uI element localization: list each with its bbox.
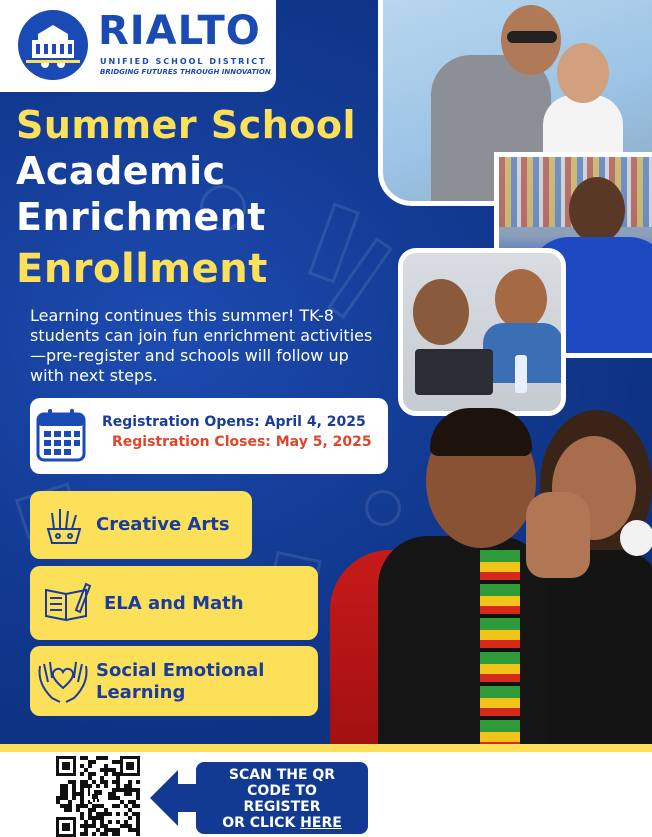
qr-module bbox=[100, 832, 104, 836]
qr-module bbox=[76, 804, 80, 808]
qr-module bbox=[124, 804, 128, 808]
registration-opens-date: Registration Opens: April 4, 2025 bbox=[102, 414, 366, 430]
qr-module bbox=[136, 820, 140, 824]
qr-module bbox=[92, 820, 96, 824]
qr-module bbox=[76, 808, 80, 812]
qr-module bbox=[112, 788, 116, 792]
qr-module bbox=[136, 828, 140, 832]
qr-module bbox=[104, 772, 108, 776]
cta-line-1: SCAN THE QR bbox=[228, 767, 336, 783]
qr-module bbox=[104, 828, 108, 832]
qr-module bbox=[116, 780, 120, 784]
girl-shirt bbox=[530, 550, 652, 746]
student-girl bbox=[413, 279, 469, 345]
qr-module bbox=[112, 792, 116, 796]
qr-module bbox=[72, 792, 76, 796]
qr-module bbox=[120, 824, 124, 828]
qr-module bbox=[116, 776, 120, 780]
qr-module bbox=[68, 800, 72, 804]
qr-module bbox=[80, 792, 84, 796]
qr-module bbox=[84, 768, 88, 772]
qr-module bbox=[100, 776, 104, 780]
qr-module bbox=[72, 784, 76, 788]
qr-module bbox=[96, 812, 100, 816]
district-logo[interactable] bbox=[0, 0, 276, 92]
yellow-divider bbox=[0, 744, 652, 752]
intro-paragraph: Learning continues this summer! TK-8 students can join fun enrichment activities—pre-register and schools will follow up with next steps. bbox=[30, 306, 373, 385]
qr-module bbox=[124, 820, 128, 824]
qr-module bbox=[128, 816, 132, 820]
program-label-social-emotional: Social Emotional Learning bbox=[96, 660, 265, 703]
qr-module bbox=[124, 788, 128, 792]
qr-module bbox=[108, 820, 112, 824]
qr-module bbox=[80, 756, 84, 760]
qr-module bbox=[84, 780, 88, 784]
qr-module bbox=[80, 780, 84, 784]
boy-jacket bbox=[378, 536, 548, 746]
qr-module bbox=[80, 824, 84, 828]
qr-module bbox=[88, 808, 92, 812]
qr-module bbox=[116, 832, 120, 836]
qr-module bbox=[128, 792, 132, 796]
register-here-link[interactable]: HERE bbox=[300, 815, 342, 831]
qr-module bbox=[60, 804, 64, 808]
qr-module bbox=[108, 828, 112, 832]
qr-module bbox=[80, 788, 84, 792]
qr-module bbox=[116, 804, 120, 808]
qr-module bbox=[132, 788, 136, 792]
heart-hands-icon bbox=[36, 658, 90, 708]
qr-module bbox=[136, 780, 140, 784]
qr-module bbox=[68, 780, 72, 784]
qr-module bbox=[88, 760, 92, 764]
headphones bbox=[620, 520, 652, 556]
qr-module bbox=[60, 792, 64, 796]
qr-module bbox=[64, 784, 68, 788]
qr-module bbox=[80, 812, 84, 816]
headline-line-3: Enrichment bbox=[16, 195, 266, 239]
qr-module bbox=[84, 784, 88, 788]
student-boy bbox=[495, 269, 547, 329]
cta-line-2: CODE TO bbox=[247, 783, 317, 799]
qr-module bbox=[76, 792, 80, 796]
qr-module bbox=[136, 824, 140, 828]
qr-module bbox=[116, 796, 120, 800]
qr-module bbox=[80, 772, 84, 776]
dinosaur-icon bbox=[90, 788, 106, 802]
qr-module bbox=[104, 784, 108, 788]
qr-module bbox=[108, 768, 112, 772]
qr-module bbox=[68, 804, 72, 808]
qr-module bbox=[104, 824, 108, 828]
qr-module bbox=[96, 804, 100, 808]
qr-module bbox=[88, 824, 92, 828]
qr-module bbox=[124, 792, 128, 796]
qr-module bbox=[60, 788, 64, 792]
qr-module bbox=[112, 832, 116, 836]
qr-module bbox=[128, 800, 132, 804]
qr-module bbox=[72, 788, 76, 792]
qr-module bbox=[104, 812, 108, 816]
qr-module bbox=[100, 820, 104, 824]
qr-module bbox=[92, 760, 96, 764]
qr-module bbox=[104, 764, 108, 768]
qr-module bbox=[80, 800, 84, 804]
qr-module bbox=[116, 828, 120, 832]
qr-module bbox=[96, 828, 100, 832]
qr-module bbox=[56, 796, 60, 800]
qr-module bbox=[104, 832, 108, 836]
qr-module bbox=[116, 784, 120, 788]
qr-module bbox=[128, 808, 132, 812]
qr-module bbox=[112, 828, 116, 832]
qr-module bbox=[124, 824, 128, 828]
qr-module bbox=[92, 824, 96, 828]
waving-hand bbox=[526, 492, 590, 578]
qr-module bbox=[132, 804, 136, 808]
qr-module bbox=[88, 812, 92, 816]
qr-module bbox=[92, 772, 96, 776]
qr-module bbox=[104, 780, 108, 784]
qr-module bbox=[108, 792, 112, 796]
qr-module bbox=[100, 824, 104, 828]
water-bottle bbox=[515, 355, 527, 393]
qr-module bbox=[124, 784, 128, 788]
qr-module bbox=[96, 816, 100, 820]
qr-module bbox=[72, 780, 76, 784]
qr-module bbox=[136, 804, 140, 808]
calendar-icon bbox=[36, 408, 86, 466]
qr-module bbox=[132, 828, 136, 832]
qr-module bbox=[120, 800, 124, 804]
qr-code[interactable] bbox=[56, 756, 140, 837]
qr-module bbox=[112, 796, 116, 800]
photo-students-waving bbox=[330, 400, 652, 746]
cta-click-prefix: OR CLICK bbox=[222, 815, 301, 831]
qr-module bbox=[104, 756, 108, 760]
qr-module bbox=[100, 780, 104, 784]
qr-module bbox=[108, 796, 112, 800]
qr-module bbox=[84, 756, 88, 760]
qr-module bbox=[92, 808, 96, 812]
qr-module bbox=[92, 804, 96, 808]
qr-module bbox=[100, 812, 104, 816]
qr-module bbox=[100, 756, 104, 760]
qr-module bbox=[136, 832, 140, 836]
logo-tagline: BRIDGING FUTURES THROUGH INNOVATION bbox=[100, 68, 271, 76]
qr-module bbox=[128, 788, 132, 792]
book-pencil-icon bbox=[42, 580, 92, 628]
headline-line-4: Enrollment bbox=[16, 246, 268, 292]
qr-module bbox=[136, 788, 140, 792]
school-building-icon bbox=[18, 10, 88, 80]
qr-module bbox=[80, 832, 84, 836]
qr-module bbox=[64, 788, 68, 792]
sunglasses bbox=[507, 31, 557, 43]
photo-students-laptop bbox=[398, 248, 566, 416]
qr-module bbox=[116, 788, 120, 792]
qr-module bbox=[112, 772, 116, 776]
qr-module bbox=[96, 784, 100, 788]
qr-module bbox=[88, 772, 92, 776]
qr-module bbox=[88, 816, 92, 820]
qr-module bbox=[132, 812, 136, 816]
qr-module bbox=[104, 808, 108, 812]
program-label-creative-arts: Creative Arts bbox=[96, 514, 230, 535]
qr-module bbox=[92, 816, 96, 820]
qr-module bbox=[104, 768, 108, 772]
logo-title: RIALTO bbox=[98, 8, 261, 54]
qr-module bbox=[80, 804, 84, 808]
qr-module bbox=[100, 816, 104, 820]
qr-module bbox=[60, 784, 64, 788]
laptop bbox=[415, 349, 493, 395]
qr-module bbox=[100, 768, 104, 772]
qr-module bbox=[64, 796, 68, 800]
qr-module bbox=[128, 828, 132, 832]
qr-module bbox=[116, 772, 120, 776]
program-label-ela-math: ELA and Math bbox=[104, 593, 244, 614]
qr-module bbox=[84, 828, 88, 832]
qr-module bbox=[96, 756, 100, 760]
registration-closes-date: Registration Closes: May 5, 2025 bbox=[112, 434, 372, 450]
qr-module bbox=[88, 776, 92, 780]
qr-module bbox=[56, 800, 60, 804]
logo-district-name: UNIFIED SCHOOL DISTRICT bbox=[100, 57, 267, 66]
qr-module bbox=[84, 824, 88, 828]
qr-module bbox=[112, 768, 116, 772]
qr-module bbox=[128, 824, 132, 828]
qr-module bbox=[80, 784, 84, 788]
qr-module bbox=[64, 792, 68, 796]
qr-module bbox=[84, 832, 88, 836]
qr-module bbox=[108, 812, 112, 816]
qr-module bbox=[84, 804, 88, 808]
art-supplies-icon bbox=[42, 503, 86, 551]
qr-module bbox=[136, 792, 140, 796]
kente-stole bbox=[480, 550, 520, 746]
child-head bbox=[557, 43, 609, 103]
qr-module bbox=[88, 784, 92, 788]
qr-module bbox=[132, 800, 136, 804]
cta-line-4 bbox=[196, 815, 368, 831]
qr-module bbox=[116, 812, 120, 816]
qr-module bbox=[80, 764, 84, 768]
qr-module bbox=[112, 760, 116, 764]
cta-line-3: REGISTER bbox=[243, 799, 321, 815]
qr-module bbox=[84, 820, 88, 824]
headline-line-1: Summer School bbox=[16, 103, 357, 147]
boy-hair bbox=[430, 408, 532, 456]
qr-module bbox=[92, 780, 96, 784]
qr-module bbox=[120, 788, 124, 792]
qr-module bbox=[136, 816, 140, 820]
qr-module bbox=[116, 820, 120, 824]
graduate-head bbox=[569, 177, 625, 243]
qr-module bbox=[68, 808, 72, 812]
qr-module bbox=[116, 760, 120, 764]
qr-module bbox=[92, 832, 96, 836]
qr-module bbox=[112, 804, 116, 808]
qr-module bbox=[128, 780, 132, 784]
qr-module bbox=[60, 796, 64, 800]
qr-module bbox=[64, 808, 68, 812]
qr-module bbox=[112, 780, 116, 784]
register-call-to-action[interactable] bbox=[196, 762, 368, 834]
qr-module bbox=[100, 804, 104, 808]
qr-module bbox=[136, 812, 140, 816]
qr-module bbox=[64, 804, 68, 808]
qr-module bbox=[88, 764, 92, 768]
qr-module bbox=[128, 784, 132, 788]
qr-module bbox=[80, 816, 84, 820]
qr-module bbox=[124, 812, 128, 816]
qr-module bbox=[80, 796, 84, 800]
headline-line-2: Academic bbox=[16, 149, 226, 193]
qr-module bbox=[136, 796, 140, 800]
qr-module bbox=[72, 796, 76, 800]
